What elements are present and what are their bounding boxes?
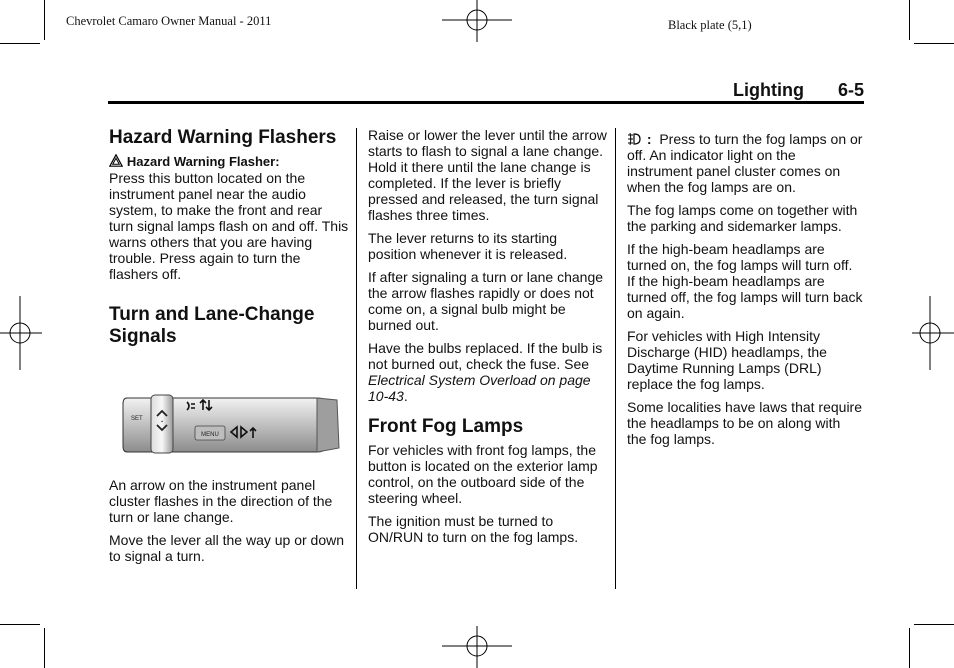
crop-mark-top-right-v: [909, 0, 910, 40]
paragraph-high-beam: If the high-beam headlamps are turned on, the fog lamps will turn off. If the high-beam headlamps are turned off, the fog lamps will turn back on again.: [627, 241, 863, 321]
heading-turn-signals: Turn and Lane-Change Signals: [109, 304, 315, 347]
paragraph-hid-headlamps: For vehicles with High Intensity Discharge (HID) headlamps, the Daytime Running Lamps (DRL) replace the fog lamps.: [627, 328, 827, 392]
paragraph-lane-change: Raise or lower the lever until the arrow starts to flash to signal a lane change. Hold it there until the lane change is completed. If the lever is briefly pressed and released, the turn signal flashes three times.: [368, 127, 607, 223]
stalk-menu-label: MENU: [201, 432, 219, 438]
paragraph-lever-returns: The lever returns to its starting position whenever it is released.: [368, 230, 568, 262]
crop-mark-bottom-left-h: [0, 624, 40, 625]
paragraph-bulb-out: If after signaling a turn or lane change the arrow flashes rapidly or does not come on, a signal bulb might be burned out.: [368, 269, 604, 333]
section-header: [108, 80, 864, 104]
svg-text:▪: ▪: [161, 419, 163, 425]
section-title: Lighting: [733, 80, 804, 100]
crop-mark-top-left-h: [0, 43, 40, 44]
manual-title: Chevrolet Camaro Owner Manual - 2011: [66, 14, 272, 28]
page-number: 6-5: [837, 80, 864, 100]
paragraph-move-lever: Move the lever all the way up or down to signal a turn.: [109, 532, 345, 564]
hazard-paragraph: [109, 153, 349, 282]
column-1: [109, 127, 349, 571]
crop-mark-top-left-v: [44, 0, 45, 40]
plate-label: Black plate (5,1): [668, 18, 752, 32]
header-rule: [108, 101, 864, 104]
fog-lamp-icon: [627, 132, 643, 146]
hazard-text: Press this button located on the instrument panel near the audio system, to make the front and rear turn signal lamps flash on and off. This warns others that you are having trouble. Press again to turn the flashers off.: [109, 170, 349, 282]
hazard-triangle-icon: [109, 154, 123, 167]
replace-bulbs-text: Have the bulbs replaced. If the bulb is not burned out, check the fuse. See: [368, 340, 603, 372]
turn-signal-stalk-illustration: [121, 390, 343, 456]
crop-mark-bottom-left-v: [44, 628, 45, 668]
crop-mark-bottom-right-h: [914, 624, 954, 625]
hazard-label: Hazard Warning Flasher:: [126, 154, 280, 169]
paragraph-ignition: The ignition must be turned to ON/RUN to turn on the fog lamps.: [368, 513, 579, 545]
stalk-set-label: SET: [131, 416, 143, 422]
crop-mark-bottom-right-v: [909, 628, 910, 668]
heading-front-fog-lamps: Front Fog Lamps: [368, 416, 524, 437]
heading-hazard-warning-flashers: Hazard Warning Flashers: [109, 127, 337, 148]
column-divider-1: [356, 128, 357, 589]
paragraph-fog-with-parking: The fog lamps come on together with the parking and sidemarker lamps.: [627, 202, 858, 234]
fog-toggle-text: Press to turn the fog lamps on or off. An indicator light on the instrument panel cluster comes on when the fog lamps are on.: [627, 131, 863, 195]
paragraph-arrow-cluster: An arrow on the instrument panel cluster flashes in the direction of the turn or lane change.: [109, 477, 333, 525]
registration-mark-left-icon: [0, 296, 44, 370]
registration-mark-right-icon: [910, 296, 954, 370]
paragraph-fog-button: For vehicles with front fog lamps, the button is located on the exterior lamp control, on the outboard side of the steering wheel.: [368, 442, 598, 506]
fog-colon: :: [646, 131, 652, 147]
paragraph-local-laws: Some localities have laws that require the headlamps to be on along with the fog lamps.: [627, 399, 863, 447]
crop-mark-top-right-h: [914, 43, 954, 44]
paragraph-fog-toggle: [627, 131, 863, 195]
electrical-overload-link[interactable]: Electrical System Overload on page 10-43: [368, 372, 591, 404]
paragraph-replace-bulbs: [368, 340, 608, 404]
replace-bulbs-end: .: [403, 388, 408, 404]
column-2: [368, 127, 608, 552]
column-divider-2: [615, 128, 616, 589]
registration-mark-top-icon: [440, 0, 514, 42]
registration-mark-bottom-icon: [440, 626, 514, 668]
column-3: [627, 131, 863, 454]
